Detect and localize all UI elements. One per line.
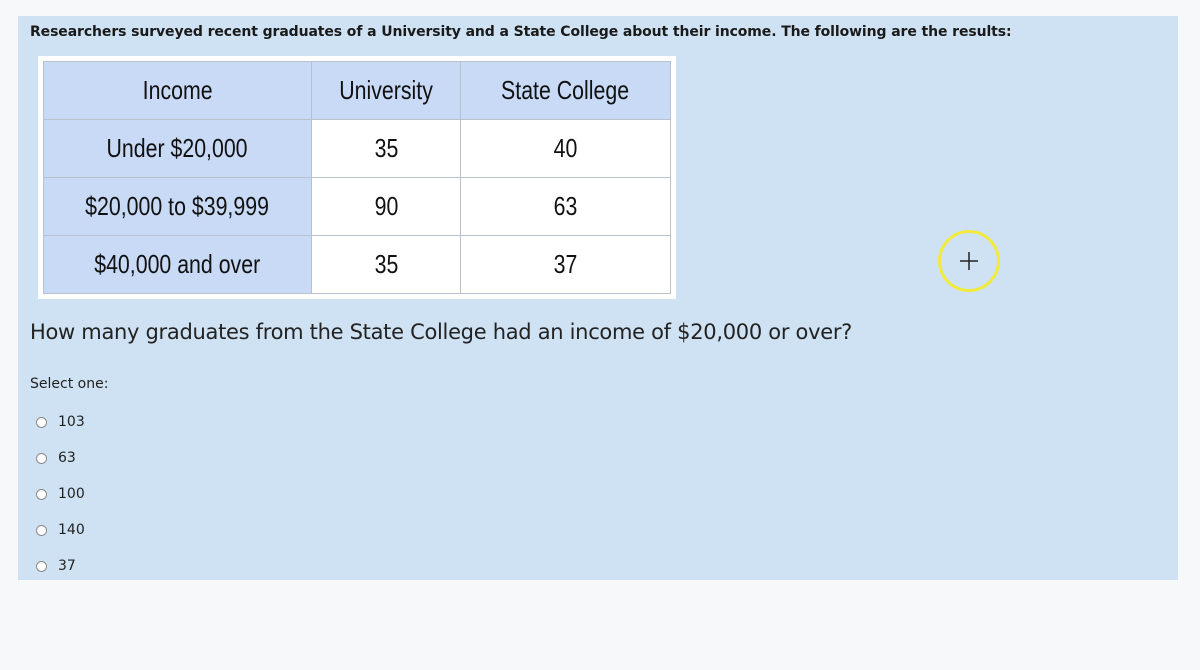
answer-option-140[interactable] [36,512,85,548]
option-label: 37 [58,558,76,574]
select-one-label: Select one: [30,376,109,392]
question-panel [18,16,1178,580]
row-label: $20,000 to $39,999 [44,178,312,236]
answer-option-63[interactable] [36,440,85,476]
state-college-value: 40 [461,120,671,178]
header-university: University [312,62,461,120]
radio-button[interactable] [36,417,47,428]
answer-options [36,404,85,584]
answer-option-103[interactable] [36,404,85,440]
radio-button[interactable] [36,561,47,572]
table-row [44,120,671,178]
university-value: 90 [312,178,461,236]
radio-button[interactable] [36,489,47,500]
table-header-row [44,62,671,120]
option-label: 100 [58,486,85,502]
income-table [43,61,671,294]
table-row [44,236,671,294]
university-value: 35 [312,120,461,178]
header-state-college: State College [461,62,671,120]
option-label: 140 [58,522,85,538]
income-table-container [38,56,676,299]
answer-option-37[interactable] [36,548,85,584]
state-college-value: 37 [461,236,671,294]
radio-button[interactable] [36,453,47,464]
row-label: $40,000 and over [44,236,312,294]
radio-button[interactable] [36,525,47,536]
intro-text: Researchers surveyed recent graduates of a University and a State College about their income. The following are the results: [30,24,1012,40]
header-income: Income [44,62,312,120]
cursor-highlight-ring [938,230,1000,292]
option-label: 63 [58,450,76,466]
table-row [44,178,671,236]
state-college-value: 63 [461,178,671,236]
question-text: How many graduates from the State College had an income of $20,000 or over? [30,320,853,344]
row-label: Under $20,000 [44,120,312,178]
crosshair-plus-icon [941,233,997,289]
university-value: 35 [312,236,461,294]
option-label: 103 [58,414,85,430]
answer-option-100[interactable] [36,476,85,512]
